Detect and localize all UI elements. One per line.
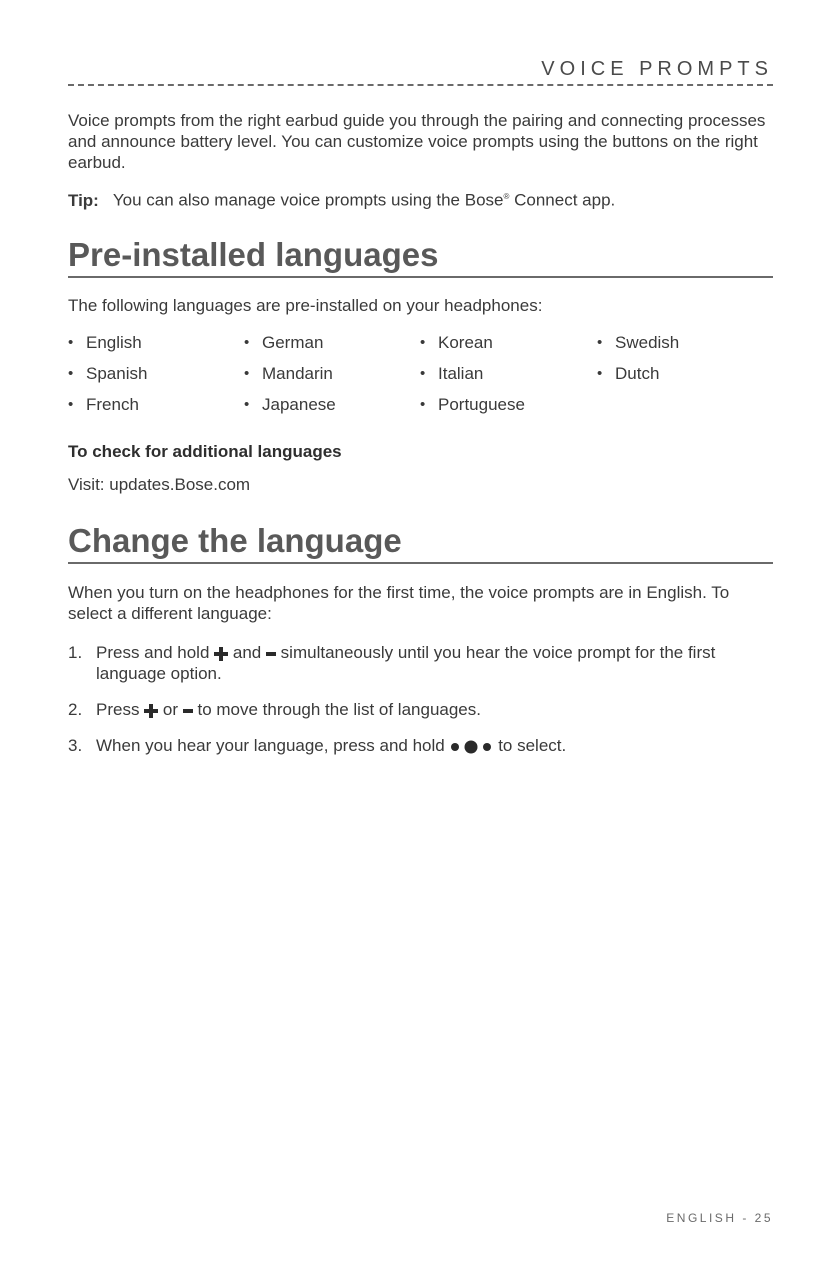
- minus-icon: [266, 647, 276, 661]
- preinstalled-lead: The following languages are pre-installed on your headphones:: [68, 296, 543, 315]
- step-item: [68, 699, 773, 720]
- language-item: • Korean: [420, 332, 493, 354]
- multi-function-button-icon: [449, 740, 493, 754]
- page-footer: ENGLISH - 25: [666, 1211, 773, 1225]
- step-text: or: [158, 700, 183, 719]
- step-text: and: [228, 643, 266, 662]
- step-text: to move through the list of languages.: [192, 700, 481, 719]
- step-number: 2.: [68, 700, 83, 719]
- language-item: • Swedish: [597, 332, 679, 354]
- step-item: [68, 642, 773, 684]
- heading-change-language: Change the language: [68, 522, 773, 564]
- check-languages-heading: To check for additional languages: [68, 442, 342, 461]
- heading-preinstalled-languages: Pre-installed languages: [68, 236, 773, 278]
- language-item: • Italian: [420, 363, 483, 385]
- step-number: 1.: [68, 643, 83, 662]
- steps-list: [68, 642, 773, 771]
- visit-url-text: Visit: updates.Bose.com: [68, 475, 251, 494]
- language-item: • Portuguese: [420, 394, 525, 416]
- language-item: • Mandarin: [244, 363, 333, 385]
- change-language-lead: When you turn on the headphones for the first time, the voice prompts are in English. To select a different language:: [68, 583, 730, 623]
- step-text: to select.: [493, 736, 567, 755]
- step-number: 3.: [68, 736, 83, 755]
- step-text: Press and hold: [96, 643, 215, 662]
- language-list: [68, 332, 773, 432]
- tip-text-end: Connect app.: [509, 190, 616, 210]
- tip-text: You can also manage voice prompts using the Bose: [112, 190, 504, 210]
- step-text: Press: [96, 700, 145, 719]
- language-item: • Japanese: [244, 394, 336, 416]
- manual-page: [68, 0, 773, 1275]
- step-text: When you hear your language, press and hold: [96, 736, 450, 755]
- language-item: • French: [68, 394, 139, 416]
- language-item: • Dutch: [597, 363, 659, 385]
- language-item: • German: [244, 332, 323, 354]
- plus-icon: [144, 704, 158, 718]
- section-title: VOICE PROMPTS: [541, 58, 773, 80]
- language-item: • English: [68, 332, 142, 354]
- tip-line: [68, 186, 615, 212]
- step-text: simultaneously until you hear the voice prompt for the first language option.: [96, 643, 716, 683]
- header-dashed-rule: [68, 84, 773, 86]
- registered-mark: ®: [503, 192, 510, 201]
- tip-label: Tip:: [68, 190, 99, 210]
- intro-paragraph: Voice prompts from the right earbud guide you through the pairing and connecting processes and announce battery level. You can customize voice prompts using the buttons on the right earbud.: [68, 111, 766, 172]
- minus-icon: [183, 704, 193, 718]
- plus-icon: [214, 647, 228, 661]
- step-item: [68, 735, 773, 756]
- language-item: • Spanish: [68, 363, 147, 385]
